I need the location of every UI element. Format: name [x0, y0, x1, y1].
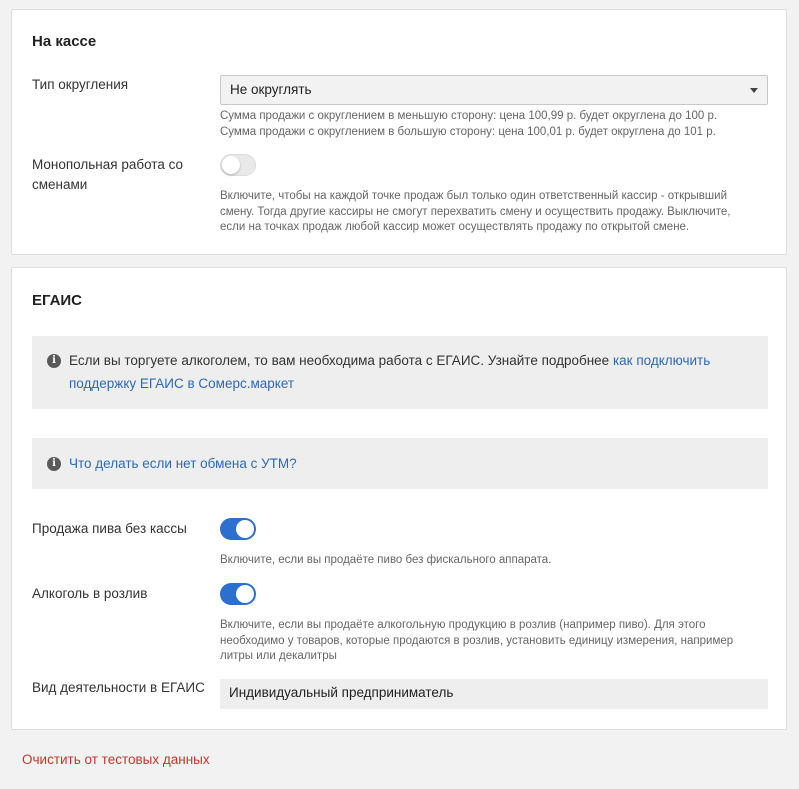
rounding-select-value: Не округлять: [230, 82, 312, 97]
egais-connect-link[interactable]: как подключить поддержку ЕГАИС в Сомерс.маркет: [69, 353, 711, 391]
rounding-label: Тип округления: [32, 77, 129, 92]
monopoly-hint-line: Включите, чтобы на каждой точке продаж был только один ответственный кассир - открывший: [220, 190, 727, 202]
monopoly-hint-line: если на точках продаж любой кассир может осуществлять продажу по открытой смене.: [220, 221, 690, 233]
utm-info-box: [32, 438, 768, 489]
rounding-select[interactable]: [220, 75, 768, 105]
monopoly-hint: [220, 189, 730, 236]
clear-test-data-link[interactable]: Очистить от тестовых данных: [22, 752, 210, 767]
monopoly-label-line: Монопольная работа со: [32, 157, 183, 172]
draft-toggle[interactable]: [220, 583, 256, 605]
monopoly-toggle[interactable]: [220, 154, 256, 176]
draft-hint: [220, 618, 733, 665]
rounding-hint-line: Сумма продажи с округлением в меньшую сторону: цена 100,99 р. будет округлена до 100 р.: [220, 110, 718, 122]
egais-info-box: [32, 336, 768, 409]
info-icon: i: [47, 457, 61, 471]
toggle-knob: [236, 520, 254, 538]
monopoly-label-line: сменами: [32, 177, 88, 192]
draft-hint-line: литры или декалитры: [220, 650, 337, 662]
toggle-knob: [236, 585, 254, 603]
egais-settings-card: [11, 267, 787, 730]
monopoly-hint-line: смену. Тогда другие кассиры не смогут перехватить смену и осуществить продажу. Выключите,: [220, 205, 731, 218]
beer-toggle[interactable]: [220, 518, 256, 540]
activity-field[interactable]: [220, 679, 768, 709]
activity-label: Вид деятельности в ЕГАИС: [32, 680, 205, 695]
rounding-hint-line: Сумма продажи с округлением в большую сторону: цена 100,01 р. будет округлена до 101 р.: [220, 125, 716, 138]
beer-hint: Включите, если вы продаёте пиво без фискального аппарата.: [220, 554, 552, 566]
draft-label: Алкоголь в розлив: [32, 586, 148, 601]
section-title-egais: ЕГАИС: [32, 292, 83, 309]
activity-field-value: Индивидуальный предприниматель: [229, 685, 454, 700]
monopoly-label: [32, 155, 183, 195]
draft-hint-line: Включите, если вы продаёте алкогольную продукцию в розлив (например пиво). Для этого: [220, 619, 706, 631]
beer-label: Продажа пива без кассы: [32, 521, 187, 536]
utm-info-text: [69, 452, 759, 475]
utm-help-link[interactable]: Что делать если нет обмена с УТМ?: [69, 456, 297, 471]
egais-info-message: Если вы торгуете алкоголем, то вам необходима работа с ЕГАИС. Узнайте подробнее: [69, 353, 613, 368]
cashier-settings-card: [11, 9, 787, 255]
toggle-knob: [222, 156, 240, 174]
chevron-down-icon: [750, 88, 758, 93]
rounding-hint: [220, 109, 717, 140]
info-icon: i: [47, 354, 61, 368]
egais-info-text: [69, 349, 759, 395]
section-title-cashier: На кассе: [32, 33, 97, 50]
draft-hint-line: необходимо у товаров, которые продаются в розлив, установить единицу измерения, например: [220, 634, 734, 647]
